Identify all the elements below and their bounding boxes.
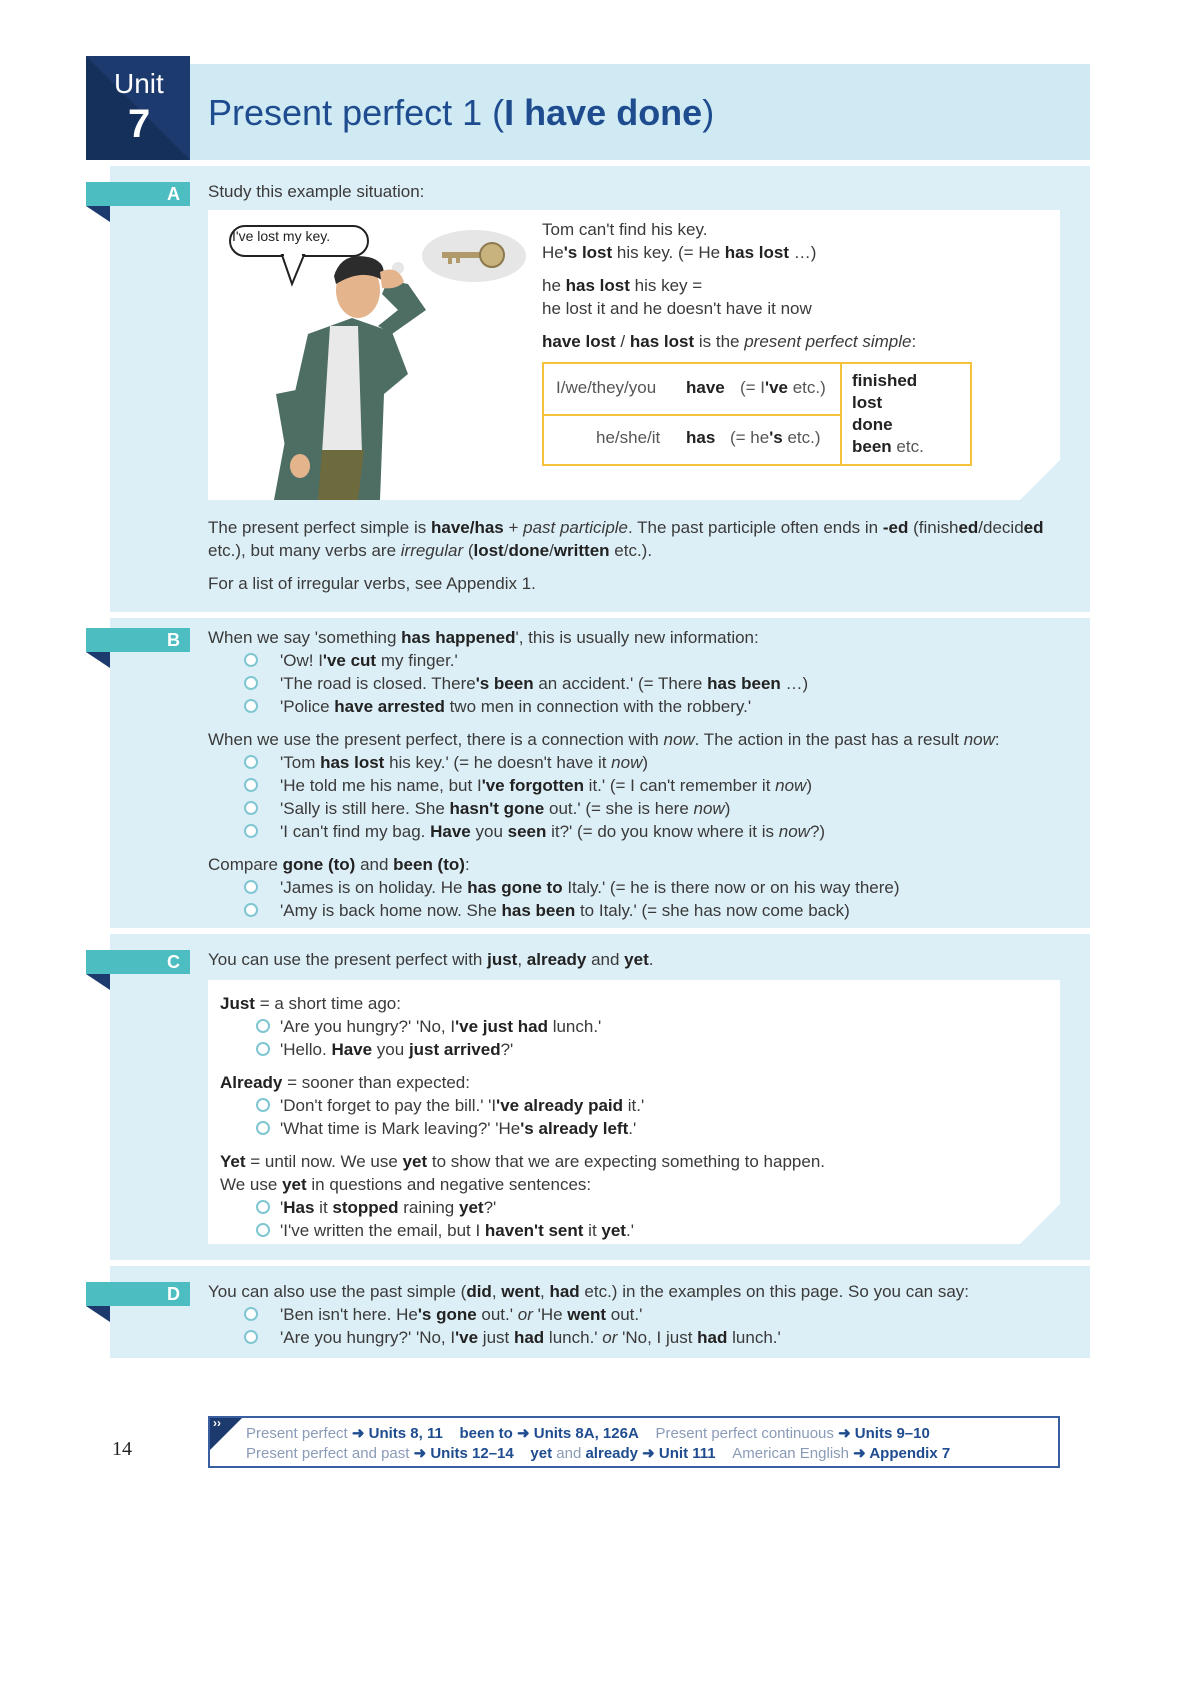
unit-badge bbox=[86, 56, 190, 160]
row1-verb: have bbox=[686, 378, 725, 397]
cross-reference-box bbox=[208, 1416, 1060, 1468]
list-item: 'Has it stopped raining yet?' bbox=[220, 1196, 1050, 1219]
speech-bubble-text: I've lost my key. bbox=[232, 228, 331, 244]
list-item: 'Are you hungry?' 'No, I've just had lunch.' or 'No, I just had lunch.' bbox=[208, 1326, 1068, 1349]
list-item: 'Ben isn't here. He's gone out.' or 'He went out.' bbox=[208, 1303, 1068, 1326]
list-item: 'Hello. Have you just arrived?' bbox=[220, 1038, 1050, 1061]
participle-lost: lost bbox=[852, 393, 883, 412]
yet-usage: We use yet in questions and negative sentences: bbox=[220, 1175, 592, 1194]
reference-line-2[interactable]: Present perfect and past ➜ Units 12–14 yet and already ➜ Unit 111 American English ➜ Appendix 7 bbox=[246, 1445, 951, 1462]
section-d-intro: You can also use the past simple (did, went, had etc.) in the examples on this page. So you can say: bbox=[208, 1282, 970, 1301]
section-b-intro-2: When we use the present perfect, there is a connection with now. The action in the past has a result now: bbox=[208, 730, 1000, 749]
confused-man-illustration bbox=[212, 214, 532, 500]
row2-verb: has bbox=[686, 428, 716, 447]
list-item: 'The road is closed. There's been an accident.' (= There has been …) bbox=[208, 672, 1068, 695]
participle-finished: finished bbox=[852, 371, 918, 390]
row1-short: (= I've etc.) bbox=[740, 378, 826, 397]
section-d-tab: D bbox=[86, 1282, 190, 1306]
list-item: 'Amy is back home now. She has been to Italy.' (= she has now come back) bbox=[208, 899, 1068, 922]
section-a-flag bbox=[86, 206, 110, 222]
list-item: 'He told me his name, but I've forgotten it.' (= I can't remember it now) bbox=[208, 774, 1068, 797]
yet-definition: Yet = until now. We use yet to show that we are expecting something to happen. bbox=[220, 1152, 826, 1171]
participle-been: been bbox=[852, 437, 892, 456]
already-definition: Already = sooner than expected: bbox=[220, 1073, 470, 1092]
story-line-1: Tom can't find his key. bbox=[542, 220, 708, 239]
list-item: 'What time is Mark leaving?' 'He's already left.' bbox=[220, 1117, 1050, 1140]
section-b-intro: When we say 'something has happened', this is usually new information: bbox=[208, 628, 759, 647]
section-c-flag bbox=[86, 974, 110, 990]
list-item: 'Don't forget to pay the bill.' 'I've already paid it.' bbox=[220, 1094, 1050, 1117]
section-a-intro: Study this example situation: bbox=[208, 182, 425, 201]
list-item: 'I can't find my bag. Have you seen it?' (= do you know where it is now?) bbox=[208, 820, 1068, 843]
list-item: 'Are you hungry?' 'No, I've just had lunch.' bbox=[220, 1015, 1050, 1038]
example-card bbox=[208, 210, 1060, 500]
list-item: 'Ow! I've cut my finger.' bbox=[208, 649, 1068, 672]
participle-etc: etc. bbox=[896, 437, 924, 456]
present-perfect-table bbox=[542, 362, 972, 466]
reference-line-1[interactable]: Present perfect ➜ Units 8, 11 been to ➜ Units 8A, 126A Present perfect continuous ➜ Units 9–10 bbox=[246, 1425, 930, 1442]
page-number: 14 bbox=[112, 1438, 132, 1460]
double-arrow-icon: ›› bbox=[213, 1416, 221, 1430]
section-b-body bbox=[208, 626, 1068, 922]
list-item: 'Tom has lost his key.' (= he doesn't have it now) bbox=[208, 751, 1068, 774]
just-already-yet-card bbox=[208, 980, 1060, 1244]
story-line-4: he lost it and he doesn't have it now bbox=[542, 299, 812, 318]
page-title: Present perfect 1 (I have done) bbox=[208, 92, 715, 133]
title-bar bbox=[190, 64, 1090, 160]
section-b-tab: B bbox=[86, 628, 190, 652]
just-definition: Just = a short time ago: bbox=[220, 994, 401, 1013]
section-a-tab: A bbox=[86, 182, 190, 206]
row1-subject: I/we/they/you bbox=[556, 378, 657, 397]
list-item: 'Sally is still here. She hasn't gone out.' (= she is here now) bbox=[208, 797, 1068, 820]
list-item: 'Police have arrested two men in connection with the robbery.' bbox=[208, 695, 1068, 718]
man-figure bbox=[274, 256, 426, 500]
section-b-intro-3: Compare gone (to) and been (to): bbox=[208, 855, 470, 874]
section-b-flag bbox=[86, 652, 110, 668]
unit-number: 7 bbox=[128, 102, 151, 146]
participle-list bbox=[852, 370, 924, 458]
list-item: 'James is on holiday. He has gone to Italy.' (= he is there now or on his way there) bbox=[208, 876, 1068, 899]
story-line-5: have lost / has lost is the present perfect simple: bbox=[542, 332, 917, 351]
section-a-note-2: For a list of irregular verbs, see Appendix 1. bbox=[208, 574, 536, 593]
participle-done: done bbox=[852, 415, 893, 434]
unit-label: Unit bbox=[114, 68, 164, 99]
row2-short: (= he's etc.) bbox=[730, 428, 821, 447]
card-body bbox=[220, 992, 1050, 1242]
story-line-2: He's lost his key. (= He has lost …) bbox=[542, 243, 817, 262]
section-c-tab: C bbox=[86, 950, 190, 974]
section-d-flag bbox=[86, 1306, 110, 1322]
row2-subject: he/she/it bbox=[596, 428, 661, 447]
section-a-note-1: The present perfect simple is have/has + past participle. The past participle often ends in -ed (finished/decided etc.), but many verbs are irregular (lost/done/written etc.). bbox=[208, 518, 1044, 560]
story-line-3: he has lost his key = bbox=[542, 276, 703, 295]
section-d-body bbox=[208, 1280, 1068, 1349]
list-item: 'I've written the email, but I haven't sent it yet.' bbox=[220, 1219, 1050, 1242]
section-c-intro: You can use the present perfect with just, already and yet. bbox=[208, 950, 654, 969]
